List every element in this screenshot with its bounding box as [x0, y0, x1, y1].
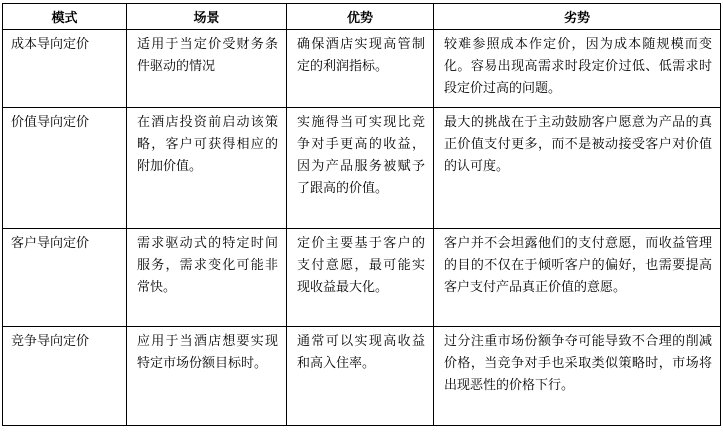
mode-cell: 价值导向定价	[3, 108, 127, 229]
disadvantage-cell: 较难参照成本作定价，因为成本随规模而变化。容易出现高需求时段定价过低、低需求时段定价过高的问题。	[434, 30, 721, 108]
header-advantage: 优势	[287, 4, 434, 30]
table-row	[3, 108, 721, 229]
disadvantage-cell: 最大的挑战在于主动鼓励客户愿意为产品的真正价值支付更多，而不是被动接受客户对价值的认可度。	[434, 108, 721, 229]
mode-cell: 成本导向定价	[3, 30, 127, 108]
table-row	[3, 229, 721, 327]
scenario-cell: 在酒店投资前启动该策略，客户可获得相应的附加价值。	[127, 108, 287, 229]
disadvantage-cell: 客户并不会坦露他们的支付意愿，而收益管理的目的不仅在于倾听客户的偏好，也需要提高客户支付产品真正价值的意愿。	[434, 229, 721, 327]
table-row	[3, 327, 721, 426]
advantage-cell: 实施得当可实现比竞争对手更高的收益，因为产品服务被赋予了跟高的价值。	[287, 108, 434, 229]
mode-cell: 竞争导向定价	[3, 327, 127, 426]
scenario-cell: 需求驱动式的特定时间服务，需求变化可能非常快。	[127, 229, 287, 327]
scenario-cell: 应用于当酒店想要实现特定市场份额目标时。	[127, 327, 287, 426]
advantage-cell: 通常可以实现高收益和高入住率。	[287, 327, 434, 426]
header-scenario: 场景	[127, 4, 287, 30]
table-row	[3, 30, 721, 108]
advantage-cell: 确保酒店实现高管制定的利润指标。	[287, 30, 434, 108]
disadvantage-cell: 过分注重市场份额争夺可能导致不合理的削减价格，当竞争对手也采取类似策略时，市场将出现恶性的价格下行。	[434, 327, 721, 426]
header-disadvantage: 劣势	[434, 4, 721, 30]
header-mode: 模式	[3, 4, 127, 30]
mode-cell: 客户导向定价	[3, 229, 127, 327]
pricing-table-wrapper	[2, 3, 721, 426]
scenario-cell: 适用于当定价受财务条件驱动的情况	[127, 30, 287, 108]
header-row	[3, 4, 721, 30]
pricing-strategy-table	[2, 3, 721, 426]
advantage-cell: 定价主要基于客户的支付意愿，最可能实现收益最大化。	[287, 229, 434, 327]
